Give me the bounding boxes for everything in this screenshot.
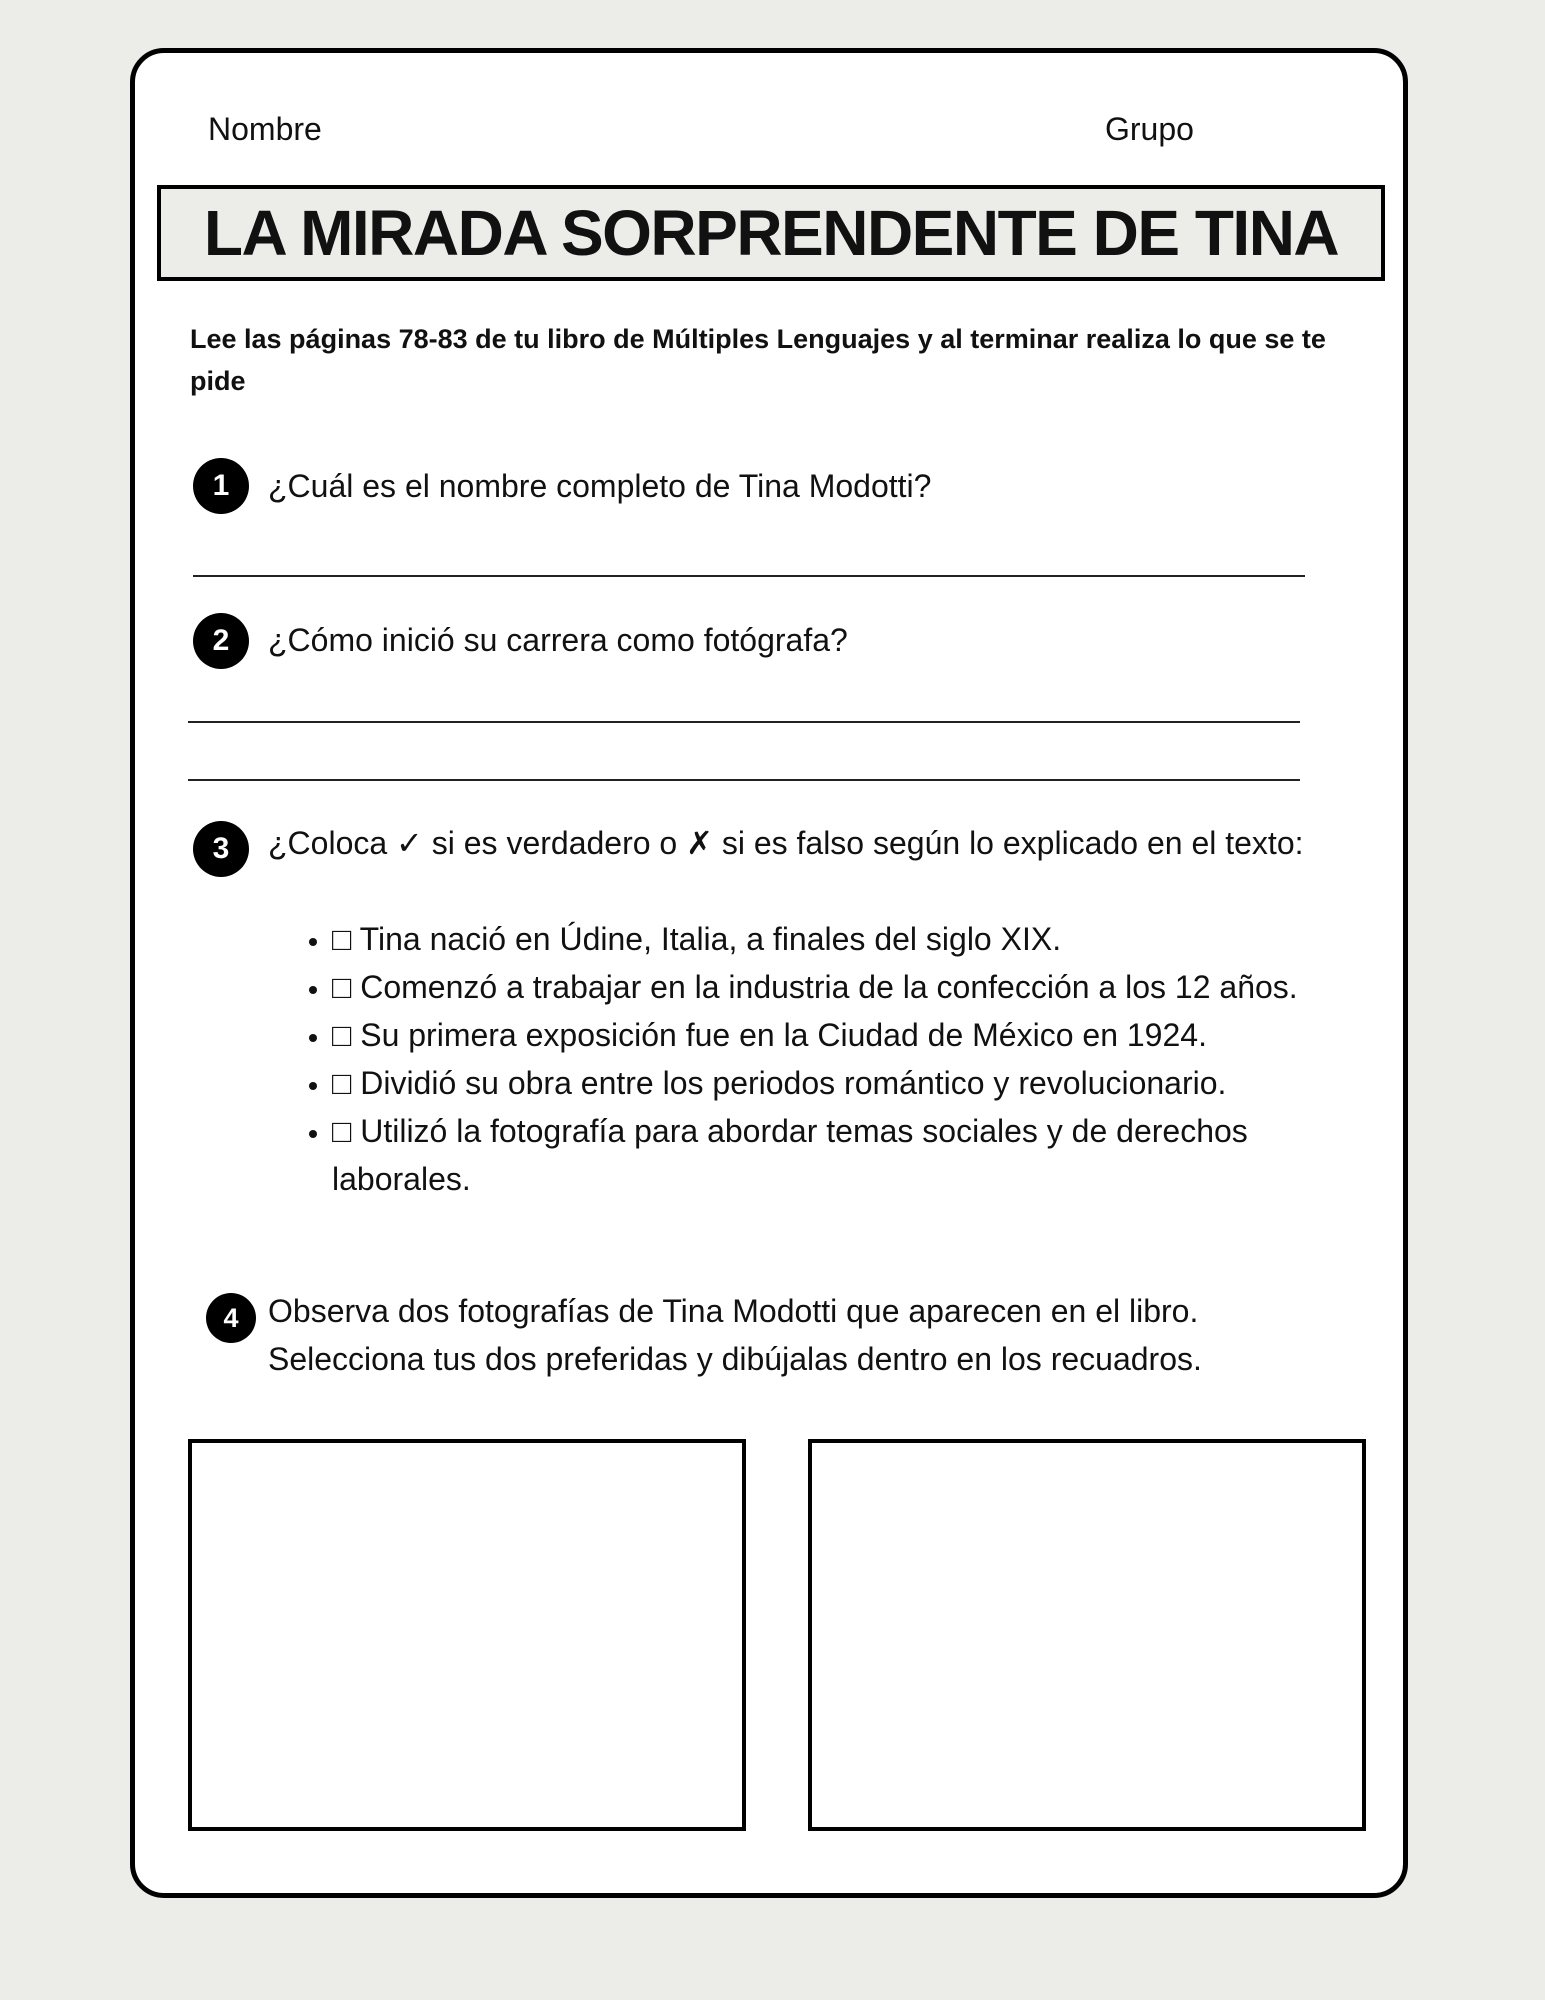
drawing-box-2[interactable] xyxy=(808,1439,1366,1831)
question-1-number: 1 xyxy=(193,458,249,514)
list-item[interactable]: • □ Tina nació en Údine, Italia, a finales del siglo XIX. xyxy=(332,915,1372,963)
check-mark-icon: ✓ xyxy=(396,825,423,861)
question-2-number: 2 xyxy=(193,613,249,669)
true-false-list xyxy=(272,915,1372,1203)
name-label: Nombre xyxy=(208,111,322,147)
question-1-text: ¿Cuál es el nombre completo de Tina Modotti? xyxy=(268,468,932,504)
x-mark-icon: ✗ xyxy=(686,825,713,861)
list-item[interactable]: • □ Utilizó la fotografía para abordar temas sociales y de derechos laborales. xyxy=(332,1107,1372,1203)
worksheet xyxy=(130,48,1408,1898)
list-item[interactable]: • □ Dividió su obra entre los periodos romántico y revolucionario. xyxy=(332,1059,1372,1107)
question-2-text: ¿Cómo inició su carrera como fotógrafa? xyxy=(268,622,848,658)
list-item[interactable]: • □ Comenzó a trabajar en la industria de la confección a los 12 años. xyxy=(332,963,1372,1011)
question-4-number: 4 xyxy=(206,1293,256,1343)
list-item[interactable]: • □ Su primera exposición fue en la Ciudad de México en 1924. xyxy=(332,1011,1372,1059)
answer-line-2b[interactable] xyxy=(188,779,1300,781)
drawing-box-1[interactable] xyxy=(188,1439,746,1831)
answer-line-1[interactable] xyxy=(193,575,1305,577)
question-3-number: 3 xyxy=(193,821,249,877)
question-3-text: ¿Coloca ✓ si es verdadero o ✗ si es falso según lo explicado en el texto: xyxy=(268,819,1328,867)
page-title: LA MIRADA SORPRENDENTE DE TINA xyxy=(203,197,1339,269)
answer-line-2a[interactable] xyxy=(188,721,1300,723)
instructions: Lee las páginas 78-83 de tu libro de Múltiples Lenguajes y al terminar realiza lo que se te pide xyxy=(190,324,1326,396)
question-4-text: Observa dos fotografías de Tina Modotti que aparecen en el libro. Selecciona tus dos preferidas y dibújalas dentro en los recuadros. xyxy=(268,1293,1202,1377)
title-banner xyxy=(157,185,1385,281)
group-label: Grupo xyxy=(1105,111,1194,147)
